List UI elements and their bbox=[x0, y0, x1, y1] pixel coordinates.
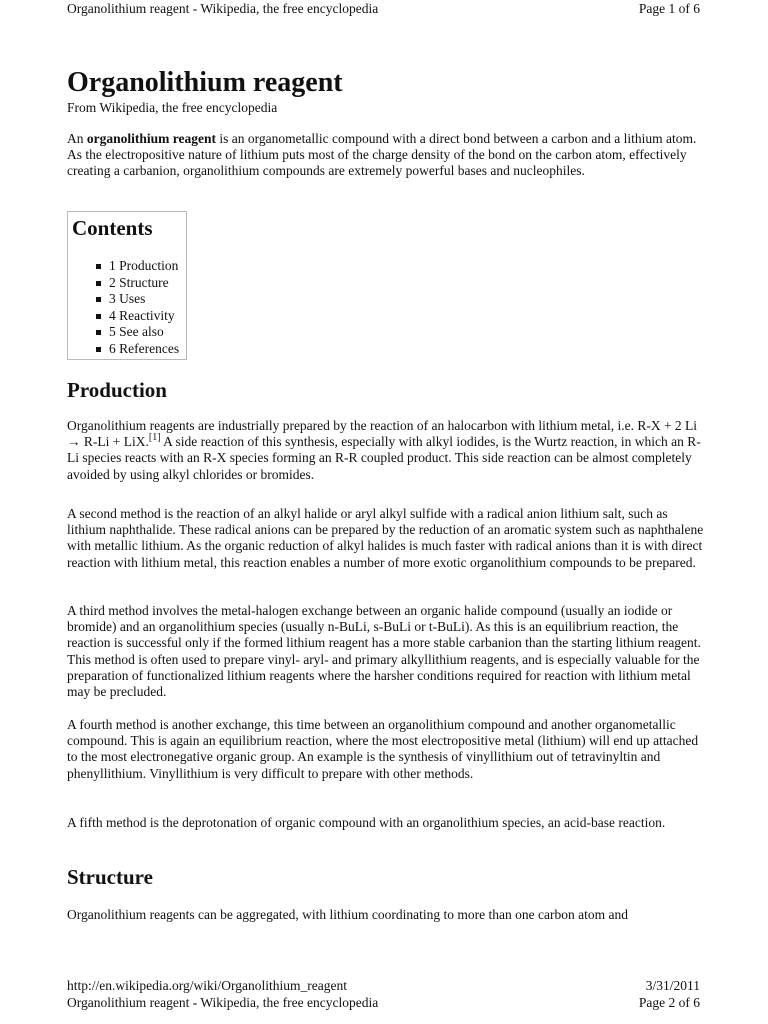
header-page-title: Organolithium reagent - Wikipedia, the free encyclopedia bbox=[67, 1, 379, 16]
article-title: Organolithium reagent bbox=[67, 67, 343, 98]
intro-paragraph: An organolithium reagent is an organometallic compound with a direct bond between a carbon and a lithium atom. As the electropositive nature of lithium puts most of the charge density of the bond on the carbon atom, effectively creating a carbanion, organolithium compounds are extremely powerful bases and nucleophiles. bbox=[67, 131, 697, 179]
toc-item-production[interactable]: 1 Production bbox=[96, 258, 179, 275]
footer-url: http://en.wikipedia.org/wiki/Organolithium_reagent bbox=[67, 978, 347, 993]
bold-term: organolithium reagent bbox=[86, 131, 216, 146]
table-of-contents bbox=[67, 211, 187, 360]
footer-page-number: Page 2 of 6 bbox=[638, 995, 700, 1010]
toc-list bbox=[96, 258, 179, 358]
toc-title: Contents bbox=[72, 216, 153, 240]
footer-page-title: Organolithium reagent - Wikipedia, the free encyclopedia bbox=[67, 995, 379, 1010]
production-paragraph-2: A second method is the reaction of an alkyl halide or aryl alkyl sulfide with a radical anion lithium salt, such as lithium naphthalide. These radical anions can be prepared by the reduction of an aromatic system such as naphthalene with metallic lithium. As the organic reduction of alkyl halides is much faster with radical anions than it is with direct reaction with lithium metal, this reaction enables a number of more exotic organolithium compounds to be prepared. bbox=[67, 506, 704, 570]
toc-item-reactivity[interactable]: 4 Reactivity bbox=[96, 308, 179, 325]
production-paragraph-4: A fourth method is another exchange, this time between an organolithium compound and another organometallic compound. This is again an equilibrium reaction, where the most electropositive metal (lithium) will end up attached to the most electronegative organic group. An example is the synthesis of vinyllithium out of tetravinyltin and phenyllithium. Vinyllithium is very difficult to prepare with other methods. bbox=[67, 717, 699, 781]
toc-item-see-also[interactable]: 5 See also bbox=[96, 324, 179, 341]
footer-date: 3/31/2011 bbox=[645, 978, 700, 993]
toc-item-references[interactable]: 6 References bbox=[96, 341, 179, 358]
reference-link[interactable]: [1] bbox=[148, 431, 161, 443]
header-page-number: Page 1 of 6 bbox=[638, 1, 700, 16]
article-subtitle: From Wikipedia, the free encyclopedia bbox=[67, 100, 278, 115]
production-paragraph-5: A fifth method is the deprotonation of organic compound with an organolithium species, an acid-base reaction. bbox=[67, 815, 666, 830]
production-paragraph-1: Organolithium reagents are industrially prepared by the reaction of an halocarbon with lithium metal, i.e. R-X + 2 Li → R-Li + LiX.[1] A side reaction of this synthesis, especially with alkyl iodides, is the Wurtz reaction, in which an R-Li species reacts with an R-X species forming an R-R coupled product. This side reaction can be almost completely avoided by using alkyl chlorides or bromides. bbox=[67, 418, 701, 482]
structure-paragraph-1: Organolithium reagents can be aggregated, with lithium coordinating to more than one carbon atom and bbox=[67, 907, 628, 922]
production-paragraph-3: A third method involves the metal-halogen exchange between an organic halide compound (usually an iodide or bromide) and an organolithium species (usually n-BuLi, s-BuLi or t-BuLi). As this is an equilibrium reaction, the reaction is successful only if the formed lithium reagent has a more stable carbanion than the starting lithium reagent. This method is often used to prepare vinyl- aryl- and primary alkyllithium reagents, and is especially valuable for the preparation of functionalized lithium reagents where the harsher conditions required for reaction with lithium metal may be precluded. bbox=[67, 603, 701, 700]
structure-heading: Structure bbox=[67, 865, 153, 889]
production-heading: Production bbox=[67, 378, 167, 402]
toc-item-structure[interactable]: 2 Structure bbox=[96, 275, 179, 292]
toc-item-uses[interactable]: 3 Uses bbox=[96, 291, 179, 308]
